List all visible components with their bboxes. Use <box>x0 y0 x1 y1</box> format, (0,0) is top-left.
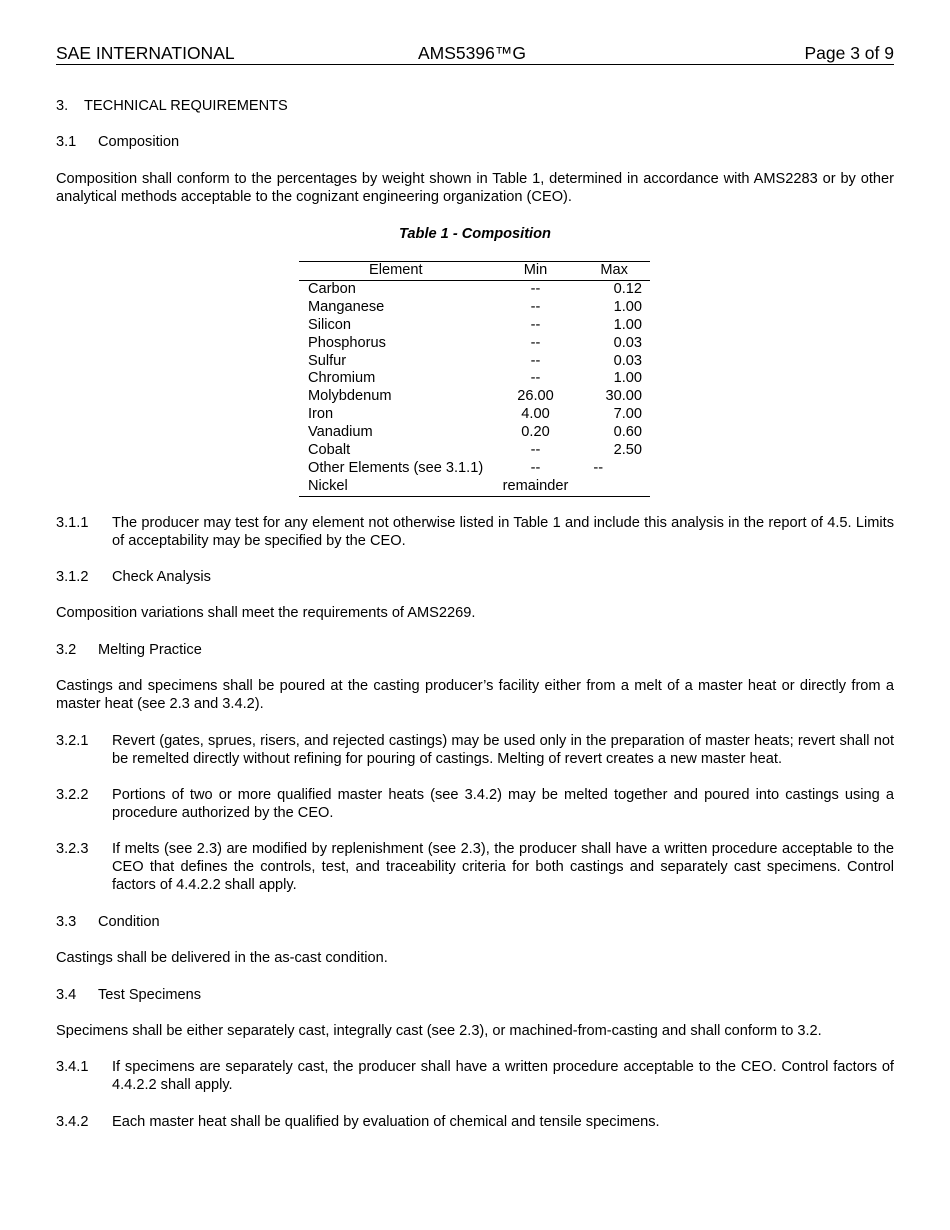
table-row <box>299 424 650 442</box>
cell-max: 7.00 <box>613 406 642 423</box>
cell-min: -- <box>530 442 541 459</box>
section-3-3-heading <box>56 913 894 931</box>
section-text: If specimens are separately cast, the producer shall have a written procedure acceptable to the CEO. Control factors of 4.4.2.2 shall apply. <box>112 1059 894 1093</box>
section-3-2-heading <box>56 641 894 659</box>
page-header <box>56 43 894 65</box>
cell-element: Other Elements (see 3.1.1) <box>308 459 484 476</box>
section-3-4-2 <box>56 1113 894 1131</box>
cell-max: 2.50 <box>613 442 642 459</box>
cell-max: 0.60 <box>613 424 642 441</box>
section-3-1-2-heading <box>56 568 894 586</box>
section-3-2-2 <box>56 786 894 822</box>
section-title: Check Analysis <box>112 569 211 585</box>
section-3-3-text: Castings shall be delivered in the as-cast condition. <box>56 950 388 966</box>
table-row <box>299 460 650 478</box>
table-row <box>299 299 650 317</box>
cell-min: remainder <box>502 477 569 494</box>
cell-max: 1.00 <box>613 298 642 315</box>
section-number: 3.1 <box>56 134 77 150</box>
table-row <box>299 335 650 353</box>
cell-min: -- <box>530 298 541 315</box>
cell-element: Nickel <box>308 477 348 494</box>
section-number: 3.2.1 <box>56 733 89 749</box>
cell-min: 0.20 <box>521 424 550 441</box>
table-header-row <box>299 262 650 281</box>
cell-element: Silicon <box>308 316 351 333</box>
table-row <box>299 280 650 298</box>
section-number: 3. <box>56 98 69 114</box>
table-row <box>299 317 650 335</box>
cell-max: 1.00 <box>613 316 642 333</box>
header-organization: SAE INTERNATIONAL <box>56 43 235 63</box>
section-3-1-1 <box>56 514 894 550</box>
header-document-number: AMS5396™G <box>418 43 526 63</box>
column-header-max: Max <box>578 262 650 281</box>
cell-min: -- <box>530 352 541 369</box>
cell-element: Iron <box>308 406 334 423</box>
table-row <box>299 406 650 424</box>
section-title: Test Specimens <box>98 987 202 1003</box>
cell-max: -- <box>593 459 604 476</box>
section-3-2-1 <box>56 732 894 768</box>
cell-max: 0.03 <box>613 334 642 351</box>
cell-max: 0.03 <box>613 352 642 369</box>
section-text: If melts (see 2.3) are modified by replenishment (see 2.3), the producer shall have a written procedure acceptable to the CEO that defines the controls, test, and traceability criteria for both castings and separately cast specimens. Control factors of 4.4.2.2 shall apply. <box>112 841 894 893</box>
section-3-2-3 <box>56 840 894 894</box>
section-number: 3.2.2 <box>56 787 89 803</box>
section-text: Revert (gates, sprues, risers, and rejected castings) may be used only in the preparation of master heats; revert shall not be remelted directly without refining for pouring of castings. Melting of revert creates a new master heat. <box>112 733 894 767</box>
cell-element: Molybdenum <box>308 388 392 405</box>
section-3-1-2-text: Composition variations shall meet the requirements of AMS2269. <box>56 605 476 621</box>
cell-element: Chromium <box>308 370 376 387</box>
cell-element: Carbon <box>308 280 356 297</box>
section-3-1-text: Composition shall conform to the percentages by weight shown in Table 1, determined in accordance with AMS2283 or by other analytical methods acceptable to the cognizant engineering organization (CEO). <box>56 171 894 205</box>
cell-max: 30.00 <box>605 388 642 405</box>
table-row <box>299 353 650 371</box>
cell-min: -- <box>530 280 541 297</box>
section-number: 3.1.2 <box>56 569 89 585</box>
section-3-4-text: Specimens shall be either separately cast, integrally cast (see 2.3), or machined-from-casting and shall conform to 3.2. <box>56 1023 822 1039</box>
cell-min: -- <box>530 459 541 476</box>
column-header-element: Element <box>299 262 493 281</box>
cell-element: Cobalt <box>308 442 351 459</box>
section-text: Portions of two or more qualified master heats (see 3.4.2) may be melted together and poured into castings using a procedure authorized by the CEO. <box>112 787 894 821</box>
section-text: Each master heat shall be qualified by evaluation of chemical and tensile specimens. <box>112 1114 660 1130</box>
section-title: Composition <box>98 134 180 150</box>
header-page-number: Page 3 of 9 <box>804 43 894 63</box>
table-row <box>299 388 650 406</box>
section-title: TECHNICAL REQUIREMENTS <box>84 98 288 114</box>
section-title: Melting Practice <box>98 642 202 658</box>
section-number: 3.2 <box>56 642 77 658</box>
cell-max <box>578 478 650 496</box>
section-3-2-text: Castings and specimens shall be poured at the casting producer’s facility either from a melt of a master heat or directly from a master heat (see 2.3 and 3.4.2). <box>56 678 894 712</box>
cell-element: Vanadium <box>308 424 373 441</box>
cell-max: 1.00 <box>613 370 642 387</box>
cell-max: 0.12 <box>613 280 642 297</box>
section-3-4-1 <box>56 1058 894 1094</box>
section-number: 3.4.1 <box>56 1059 89 1075</box>
section-number: 3.4 <box>56 987 77 1003</box>
section-number: 3.3 <box>56 914 77 930</box>
section-3-4-heading <box>56 986 894 1004</box>
column-header-min: Min <box>493 262 579 281</box>
cell-min: -- <box>530 316 541 333</box>
cell-element: Sulfur <box>308 352 347 369</box>
section-number: 3.4.2 <box>56 1114 89 1130</box>
table-caption: Table 1 - Composition <box>399 226 551 242</box>
section-3-1-heading <box>56 133 894 151</box>
composition-table <box>299 261 650 497</box>
section-title: Condition <box>98 914 160 930</box>
cell-element: Phosphorus <box>308 334 386 351</box>
cell-min: -- <box>530 370 541 387</box>
section-number: 3.1.1 <box>56 515 89 531</box>
cell-min: 26.00 <box>517 388 554 405</box>
cell-element: Manganese <box>308 298 385 315</box>
section-3-heading <box>56 97 894 115</box>
cell-min: -- <box>530 334 541 351</box>
section-text: The producer may test for any element not otherwise listed in Table 1 and include this analysis in the report of 4.5. Limits of acceptability may be specified by the CEO. <box>112 515 894 549</box>
table-row <box>299 442 650 460</box>
section-number: 3.2.3 <box>56 841 89 857</box>
cell-min: 4.00 <box>521 406 550 423</box>
table-row <box>299 478 650 496</box>
table-row <box>299 370 650 388</box>
